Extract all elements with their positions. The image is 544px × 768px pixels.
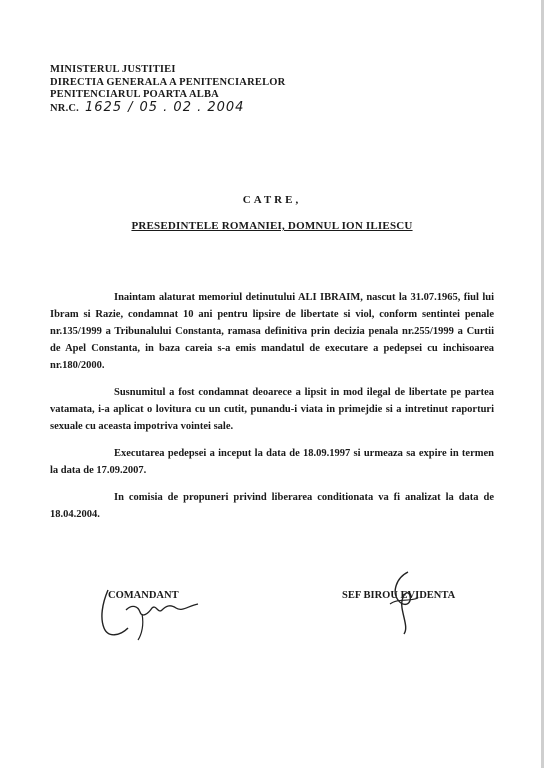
letterhead-penitentiary: PENITENCIARUL POARTA ALBA: [50, 89, 219, 100]
paragraph-4: In comisia de propuneri privind liberarea conditionata va fi analizat la data de 18.04.2004.: [50, 492, 494, 520]
records-chief-signature: [378, 568, 428, 638]
signature-right-title: SEF BIROU EVIDENTA: [342, 590, 456, 601]
letter-body: [50, 289, 494, 533]
catre-heading: CATRE,: [242, 194, 302, 206]
registration-slash: /: [128, 99, 134, 115]
registration-number: 1625: [85, 99, 123, 115]
registration-line: [50, 99, 285, 116]
registration-date: 05 . 02 . 2004: [139, 99, 245, 115]
letterhead-directorate: DIRECTIA GENERALA A PENITENCIARELOR: [50, 76, 286, 88]
letterhead-ministry: MINISTERUL JUSTITIEI: [50, 64, 176, 75]
paragraph-2: Susnumitul a fost condamnat deoarece a lipsit in mod ilegal de libertate pe partea vatamata, i-a aplicat o lovitura cu un cutit, punandu-i viata in primejdie si a intretinut raporturi sexuale cu aceasta impotriva vointei sale.: [50, 387, 494, 432]
registration-label: NR.C.: [50, 102, 79, 114]
commander-signature: [98, 584, 218, 644]
paragraph-1: Inaintam alaturat memoriul detinutului ALI IBRAIM, nascut la 31.07.1965, fiul lui Ibram si Razie, condamnat 10 ani pentru lipsire de libertate si viol, conform sentintei penale nr.135/1999 a Tribunalului Constanta, ramasa definitiva prin decizia penala nr.255/1999 a Curtii de Apel Constanta, in baza careia s-a emis mandatul de executare a pedepsei cu inchisoarea nr.180/2000.: [50, 292, 494, 371]
addressee-heading: PRESEDINTELE ROMANIEI, DOMNUL ION ILIESCU: [131, 220, 413, 232]
signature-left-title: COMANDANT: [108, 590, 179, 601]
letterhead: [50, 64, 285, 115]
paragraph-3: Executarea pedepsei a inceput la data de 18.09.1997 si urmeaza sa expire in termen la data de 17.09.2007.: [50, 448, 494, 476]
